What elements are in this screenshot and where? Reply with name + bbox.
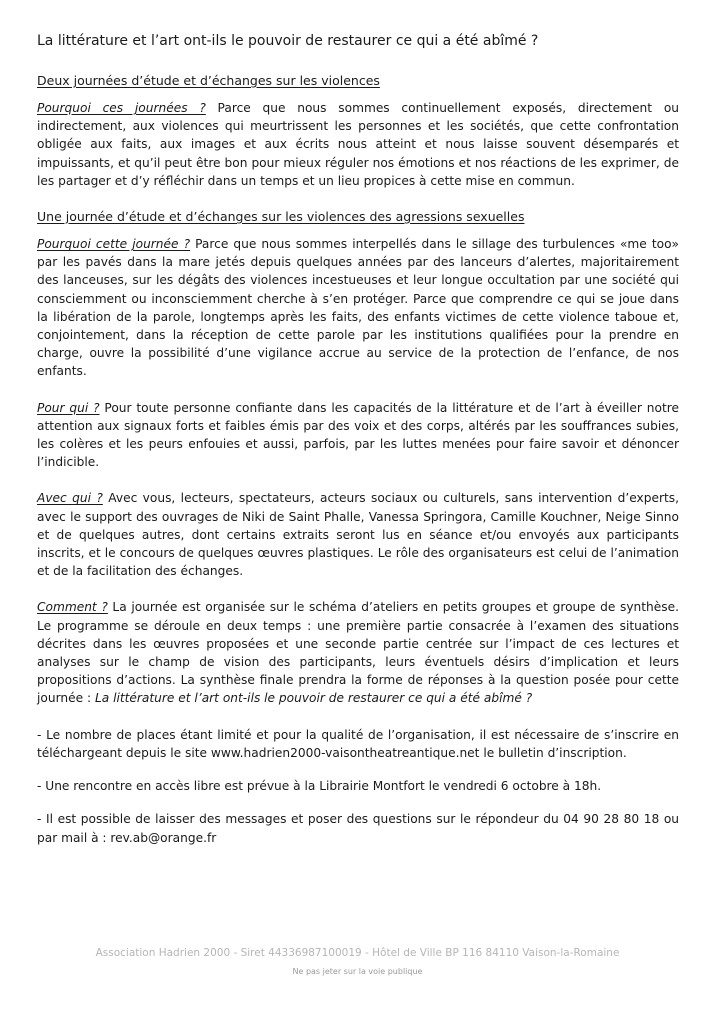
paragraph-comment [37,598,679,707]
paragraph-avec-qui [37,489,679,580]
paragraph-inscription: - Le nombre de places étant limité et pour la qualité de l’organisation, il est nécessaire de s’inscrire en téléchargeant depuis le site www.hadrien2000-vaisontheatreantique.net le bulletin d’inscription. [37,727,679,760]
paragraph-rencontre: - Une rencontre en accès libre est prévue à la Librairie Montfort le vendredi 6 octobre à 18h. [37,779,602,794]
section-heading-violences: Deux journées d’étude et d’échanges sur les violences [37,73,380,88]
paragraph-text: Avec vous, lecteurs, spectateurs, acteurs sociaux ou culturels, sans intervention d’experts, avec le support des ouvrages de Niki de Saint Phalle, Vanessa Springora, Camille Kouchner, Neige Sinno et de quelques autres, dont certains extraits seront lus en séance et/ou envoyés aux participants inscrits, et le concours de quelques œuvres plastiques. Le rôle des organisateurs est celui de l’animation et de la facilitation des échanges. [37,491,680,579]
paragraph-lead: Pourquoi ces journées ? [37,101,206,115]
page-title: La littérature et l’art ont-ils le pouvoir de restaurer ce qui a été abîmé ? [37,33,539,49]
paragraph-lead: Pourquoi cette journée ? [37,237,191,252]
paragraph-lead: Avec qui ? [37,491,103,506]
paragraph-pour-qui [37,399,679,472]
footer-association: Association Hadrien 2000 - Siret 44336987100019 - Hôtel de Ville BP 116 84110 Vaison-la-Romaine [95,947,620,959]
footer-notice: Ne pas jeter sur la voie publique [292,967,423,976]
paragraph-text: Parce que nous sommes continuellement exposés, directement ou indirectement, aux violences qui meurtrissent les personnes et les sociétés, que cette confrontation obligée aux faits, aux images et aux écrits nous atteint et nous laisse souvent désemparés et impuissants, et qu’il peut être bon pour mieux réguler nos émotions et nos réactions de les exprimer, de les partager et d’y réfléchir dans un temps et un lieu propices à cette mise en commun. [37,101,679,188]
paragraph-quote: La littérature et l’art ont-ils le pouvoir de restaurer ce qui a été abîmé ? [94,691,533,706]
paragraph-pourquoi-journees [37,99,679,190]
paragraph-pourquoi-journee [37,235,679,381]
paragraph-lead: Comment ? [37,600,108,615]
paragraph-contact: - Il est possible de laisser des messages et poser des questions sur le répondeur du 04 90 28 80 18 ou par mail à : rev.ab@orange.fr [37,812,679,845]
paragraph-text: Pour toute personne confiante dans les capacités de la littérature et de l’art à éveiller notre attention aux signaux forts et faibles émis par des voix et des corps, altérés par les souffrances subies, les colères et les peurs enfouies et aussi, parfois, par les luttes menées pour faire savoir et dénoncer l’indicible. [37,400,679,470]
paragraph-lead: Pour qui ? [37,400,100,415]
section-heading-agressions: Une journée d’étude et d’échanges sur les violences des agressions sexuelles [37,209,525,225]
paragraph-text: La journée est organisée sur le schéma d’ateliers en petits groupes et groupe de synthèse. Le programme se déroule en deux temps : une première partie consacrée à l’examen des situations décrites dans les œuvres proposées et une seconde partie centrée sur l’impact de ces lectures et analyses sur le champ de vision des participants, leurs éventuels désirs d’implication et leurs propositions d’actions. La synthèse finale prendra la forme de réponses à la question posée pour cette journée : [37,600,679,706]
paragraph-text: Parce que nous sommes interpellés dans le sillage des turbulences «me too» par les pavés dans la mare jetés depuis quelques années par des lanceurs d’alertes, majoritairement des lanceuses, sur les dégâts des violences incestueuses et leur longue occultation par une société qui consciemment ou inconsciemment cherche à s’en protéger. Parce que comprendre ce qui se joue dans la libération de la parole, longtemps après les faits, des enfants victimes de cette violence taboue et, conjointement, dans la réception de cette parole par les institutions qualifiées pour la prendre en charge, ouvre la possibilité d’une vigilance accrue au service de la protection de l’enfance, de nos enfants. [37,237,679,379]
